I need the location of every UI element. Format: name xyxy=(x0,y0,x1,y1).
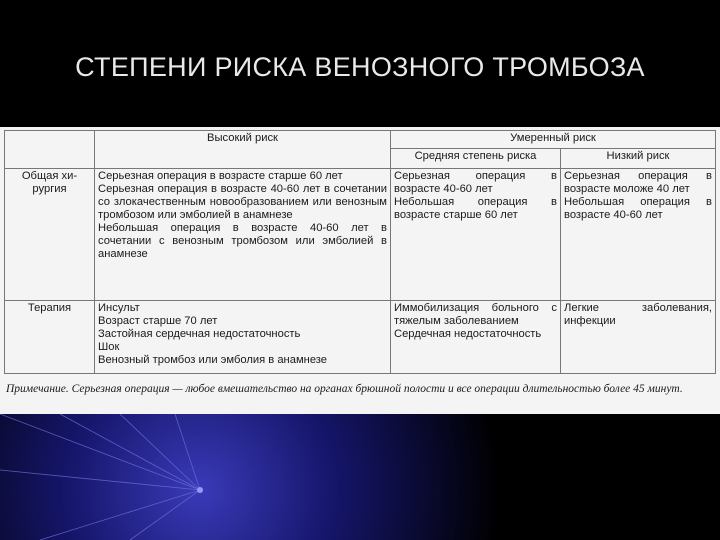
slide-title: СТЕПЕНИ РИСКА ВЕНОЗНОГО ТРОМБОЗА xyxy=(75,52,645,82)
row-label-therapy: Терапия xyxy=(5,301,95,374)
cell-low-therapy: Легкие заболевания, инфекции xyxy=(561,301,716,374)
cell-high-therapy: Инсульт Возраст старше 70 лет Застойная сердечная недостаточность Шок Венозный тромбоз или эмболия в анамнезе xyxy=(95,301,391,374)
header-low-risk: Низкий риск xyxy=(561,149,716,169)
corner-cell xyxy=(5,131,95,169)
glow-point xyxy=(197,487,203,493)
header-medium-risk: Средняя степень риска xyxy=(391,149,561,169)
cell-high-surgery: Серьезная операция в возрасте старше 60 лет Серьезная операция в возрасте 40-60 лет в сочетании со злокачественным новообразованием или венозным тромбозом или эмболией в анамнезе Небольшая операция в возрасте 40-60 лет в сочетании с венозным тромбозом или эмболией в анамнезе xyxy=(95,169,391,301)
cell-medium-therapy: Иммобилизация больного с тяжелым заболеванием Сердечная недостаточность xyxy=(391,301,561,374)
table-row xyxy=(5,301,716,374)
scanned-table-sheet xyxy=(0,127,720,414)
table-note: Примечание. Серьезная операция — любое вмешательство на органах брюшной полости и все операции длительностью более 45 минут. xyxy=(6,383,683,395)
risk-table xyxy=(4,130,716,374)
row-label-surgery: Общая хи- рургия xyxy=(5,169,95,301)
header-moderate-risk: Умеренный риск xyxy=(391,131,716,149)
cell-low-surgery: Серьезная операция в возрасте моложе 40 лет Небольшая операция в возрасте 40-60 лет xyxy=(561,169,716,301)
table-row xyxy=(5,169,716,301)
header-high-risk: Высокий риск xyxy=(95,131,391,169)
cell-medium-surgery: Серьезная операция в возрасте 40-60 лет Небольшая операция в возрасте старше 60 лет xyxy=(391,169,561,301)
